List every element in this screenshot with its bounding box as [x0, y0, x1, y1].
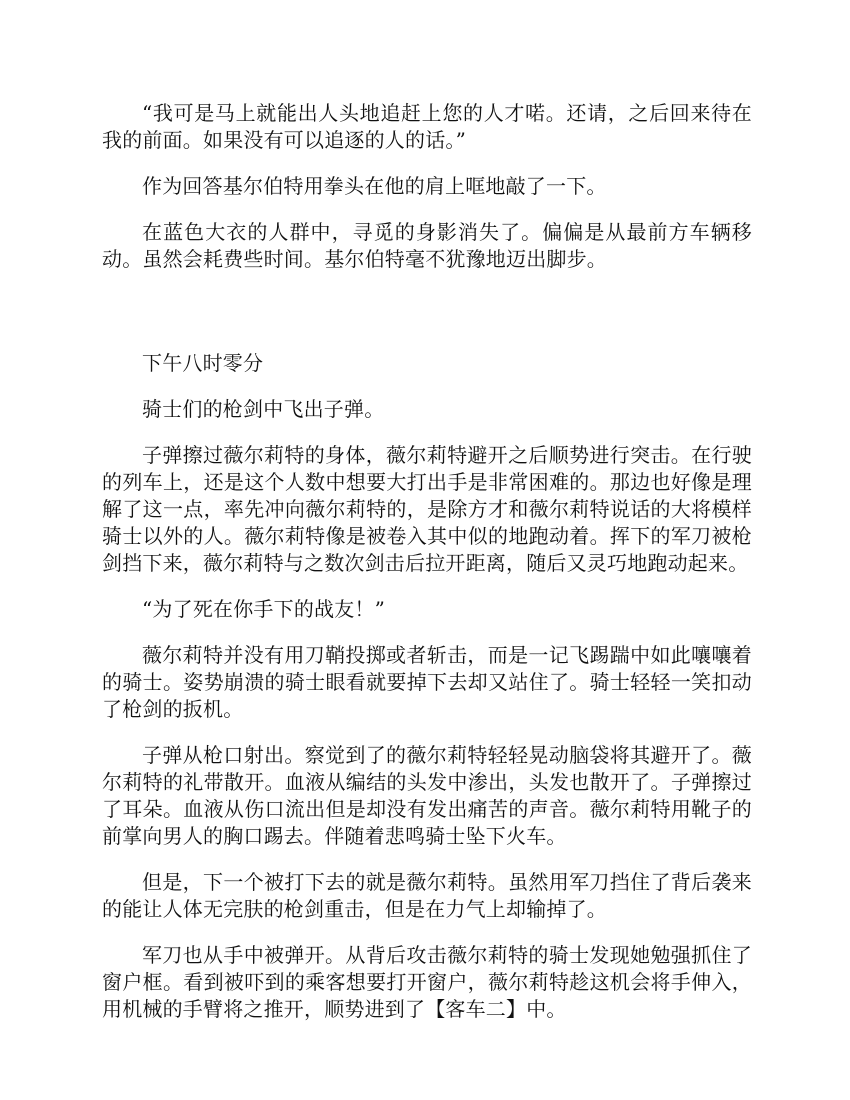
paragraph-violet-struck: 但是，下一个被打下去的就是薇尔莉特。虽然用军刀挡住了背后袭来的能让人体无完肤的枪剑重击，但是在力气上却输掉了。	[102, 870, 752, 921]
paragraph-flying-kick: 薇尔莉特并没有用刀鞘投掷或者斩击，而是一记飞踢踹中如此嚷嚷着的骑士。姿势崩溃的骑士眼看就要掉下去却又站住了。骑士轻轻一笑扣动了枪剑的扳机。	[102, 643, 752, 721]
paragraph-enter-carriage: 军刀也从手中被弹开。从背后攻击薇尔莉特的骑士发现她勉强抓住了窗户框。看到被吓到的乘客想要打开窗户，薇尔莉特趁这机会将手伸入，用机械的手臂将之推开，顺势进到了【客车二】中。	[102, 943, 752, 1021]
time-heading: 下午八时零分	[142, 351, 264, 375]
paragraph-bullet-graze: 子弹从枪口射出。察觉到了的薇尔莉特轻轻晃动脑袋将其避开了。薇尔莉特的礼带散开。血液从编结的头发中渗出，头发也散开了。子弹擦过了耳朵。血液从伤口流出但是却没有发出痛苦的声音。薇尔莉特用靴子的前掌向男人的胸口踢去。伴随着悲鸣骑士坠下火车。	[102, 743, 752, 848]
paragraph-crowd-disappearance: 在蓝色大衣的人群中，寻觅的身影消失了。偏偏是从最前方车辆移动。虽然会耗费些时间。基尔伯特毫不犹豫地迈出脚步。	[102, 220, 752, 271]
paragraph-gilbert-response: 作为回答基尔伯特用拳头在他的肩上哐地敲了一下。	[142, 174, 607, 198]
page-content	[102, 100, 752, 1042]
paragraph-knight-dialogue: “为了死在你手下的战友！”	[142, 597, 386, 621]
paragraph-dialogue-talent: “我可是马上就能出人头地追赶上您的人才喏。还请，之后回来待在我的前面。如果没有可以追逐的人的话。”	[102, 101, 752, 152]
paragraph-bullets-fired: 骑士们的枪剑中飞出子弹。	[142, 397, 385, 421]
paragraph-train-fight: 子弹擦过薇尔莉特的身体，薇尔莉特避开之后顺势进行突击。在行驶的列车上，还是这个人数中想要大打出手是非常困难的。那边也好像是理解了这一点，率先冲向薇尔莉特的，是除方才和薇尔莉特说话的大将模样骑士以外的人。薇尔莉特像是被卷入其中似的地跑动着。挥下的军刀被枪剑挡下来，薇尔莉特与之数次剑击后拉开距离，随后又灵巧地跑动起来。	[102, 443, 752, 575]
scene-break-spacer	[102, 292, 752, 350]
